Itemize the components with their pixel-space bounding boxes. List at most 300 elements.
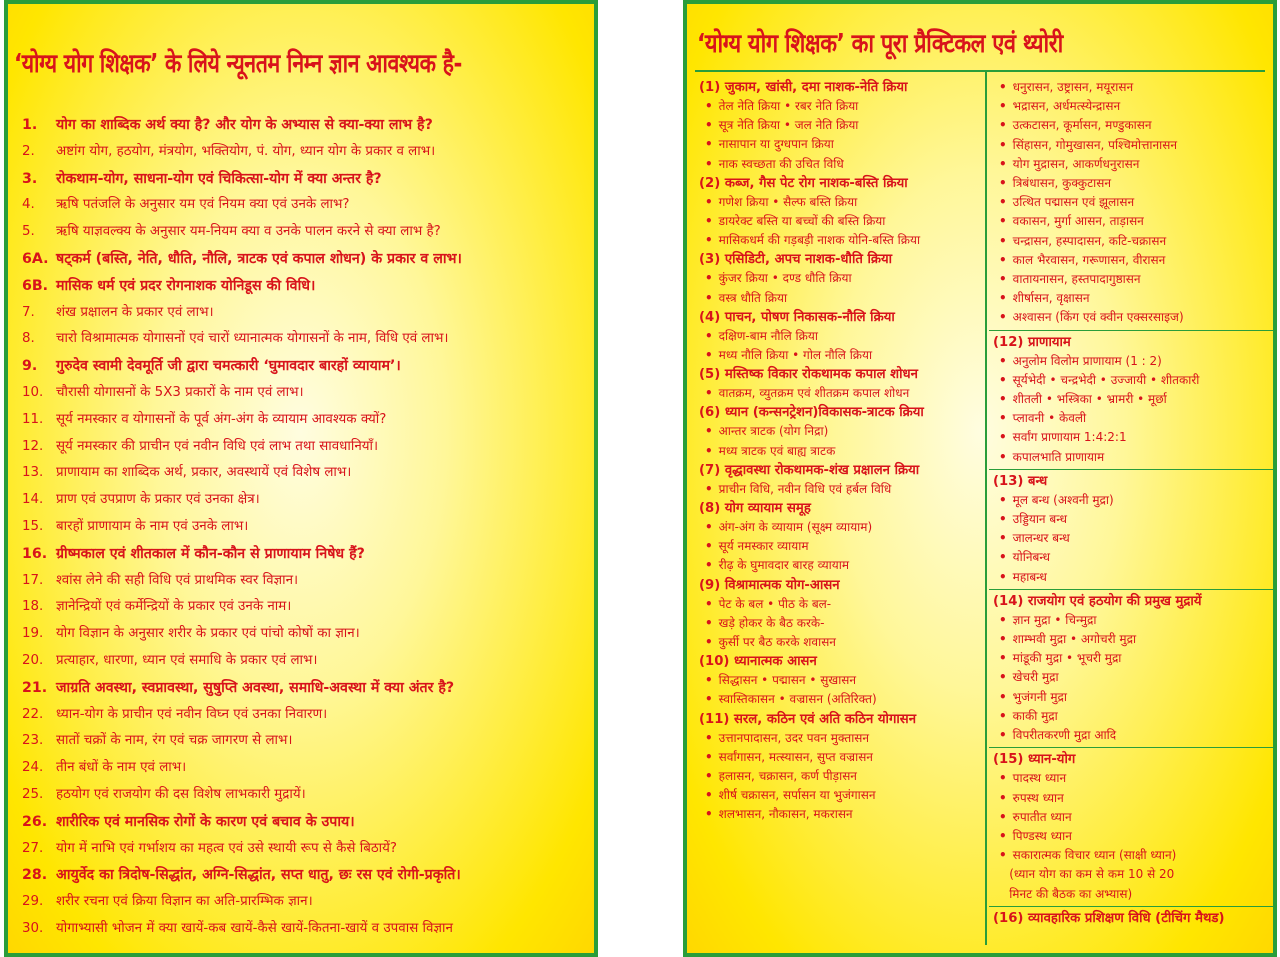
- bullet-item: [993, 611, 1273, 630]
- item-text: हठयोग एवं राजयोग की दस विशेष लाभकारी मुद्रायें।: [56, 786, 306, 802]
- bullet-icon: •: [705, 558, 713, 573]
- item-number: 21.: [22, 679, 48, 696]
- bullet-item: [699, 595, 981, 614]
- bullet-icon: •: [705, 424, 713, 439]
- bullet-text: अनुलोम विलोम प्राणायाम (1 : 2): [1012, 353, 1162, 368]
- item-text: चौरासी योगासनों के 5X3 प्रकारों के नाम एवं लाभ।: [56, 384, 304, 400]
- list-item: [22, 836, 596, 863]
- list-item: [22, 380, 596, 407]
- bullet-text: वस्त्र धौति क्रिया: [718, 290, 788, 305]
- bullet-text: खेचरी मुद्रा: [1012, 670, 1059, 685]
- bullet-text: रुपातीत ध्यान: [1012, 809, 1072, 824]
- bullet-text: मध्य त्राटक एवं बाह्य त्राटक: [718, 443, 836, 458]
- bullet-item: [993, 726, 1273, 745]
- item-text: योग में नाभि एवं गर्भाशय का महत्व एवं उसे स्थायी रूप से कैसे बिठायें?: [56, 840, 397, 856]
- item-number: 22.: [22, 706, 44, 722]
- bullet-icon: •: [705, 481, 713, 496]
- bullet-text: शीर्ष चक्रासन, सर्पासन या भुजंगासन: [718, 788, 876, 803]
- bullet-item: [699, 537, 981, 556]
- bullet-item: [699, 327, 981, 346]
- section-divider: [989, 747, 1277, 748]
- item-text: सातों चक्रों के नाम, रंग एवं चक्र जागरण से लाभ।: [56, 733, 293, 749]
- item-number: 23.: [22, 733, 44, 749]
- item-text: अष्टांग योग, हठयोग, मंत्रयोग, भक्तियोग, पं. योग, ध्यान योग के प्रकार व लाभ।: [56, 143, 436, 159]
- list-item: [22, 648, 596, 675]
- list-item: [22, 273, 596, 300]
- item-number: 11.: [22, 411, 44, 427]
- item-number: 7.: [22, 304, 35, 320]
- bullet-item: [993, 371, 1273, 390]
- bullet-icon: •: [705, 156, 713, 171]
- bullet-text: मूल बन्ध (अश्वनी मुद्रा): [1012, 492, 1114, 507]
- item-number: 10.: [22, 384, 44, 400]
- bullet-item: [993, 193, 1273, 212]
- item-number: 16.: [22, 545, 48, 562]
- bullet-icon: •: [999, 291, 1007, 306]
- bullet-item: [993, 116, 1273, 135]
- bullet-icon: •: [999, 651, 1007, 666]
- bullet-item: [699, 231, 981, 250]
- item-number: 27.: [22, 840, 44, 856]
- list-item: [22, 326, 596, 353]
- list-item: [22, 192, 596, 219]
- list-item: [22, 353, 596, 380]
- bullet-icon: •: [705, 807, 713, 822]
- bullet-icon: •: [705, 443, 713, 458]
- bullet-text: शीतली • भस्त्रिका • भ्रामरी • मूर्छा: [1012, 392, 1167, 407]
- bullet-icon: •: [999, 195, 1007, 210]
- list-item: [22, 460, 596, 487]
- list-item: [22, 594, 596, 621]
- bullet-text: कुंजर क्रिया • दण्ड धौति क्रिया: [718, 271, 852, 286]
- bullet-text: डायरेक्ट बस्ति या बच्चों की बस्ति क्रिया: [718, 214, 886, 229]
- bullet-icon: •: [705, 692, 713, 707]
- bullet-item: [993, 308, 1273, 327]
- section-heading: (13) बन्ध: [993, 473, 1048, 489]
- bullet-text: नासापान या दुग्धपान क्रिया: [718, 137, 834, 152]
- bullet-icon: •: [999, 411, 1007, 426]
- item-text: षट्कर्म (बस्ति, नेति, धौति, नौलि, त्राटक एवं कपाल शोधन) के प्रकार व लाभ।: [56, 250, 462, 267]
- item-text: ऋषि पतंजलि के अनुसार यम एवं नियम क्या एवं उनके लाभ?: [56, 197, 350, 213]
- bullet-text: उत्थित पद्मासन एवं झूलासन: [1012, 195, 1135, 210]
- item-number: 8.: [22, 331, 35, 347]
- item-text: शरीर रचना एवं क्रिया विज्ञान का अति-प्रारम्भिक ज्ञान।: [56, 894, 313, 910]
- bullet-icon: •: [999, 828, 1007, 843]
- list-item: [22, 568, 596, 595]
- bullet-item: [699, 269, 981, 288]
- bullet-icon: •: [999, 632, 1007, 647]
- bullet-item: [993, 428, 1273, 447]
- bullet-icon: •: [999, 176, 1007, 191]
- bullet-text: गणेश क्रिया • सैल्फ बस्ति क्रिया: [718, 194, 858, 209]
- bullet-icon: •: [999, 569, 1007, 584]
- bullet-item: [699, 422, 981, 441]
- item-text: सूर्य नमस्कार व योगासनों के पूर्व अंग-अंग के व्यायाम आवश्यक क्यों?: [56, 411, 387, 427]
- bullet-text: पिण्डस्थ ध्यान: [1012, 828, 1072, 843]
- bullet-icon: •: [999, 531, 1007, 546]
- item-number: 25.: [22, 786, 44, 802]
- item-number: 5.: [22, 224, 35, 240]
- bullet-text: त्रिबंधासन, कुक्कुटासन: [1012, 176, 1112, 191]
- section-divider: [989, 469, 1277, 470]
- bullet-text: मध्य नौलि क्रिया • गोल नौलि क्रिया: [718, 348, 873, 363]
- section-divider: [989, 589, 1277, 590]
- bullet-item: [993, 630, 1273, 649]
- bullet-text: कुर्सी पर बैठ करके शवासन: [718, 635, 836, 650]
- bullet-icon: •: [999, 670, 1007, 685]
- bullet-text: तेल नेति क्रिया • रबर नेति क्रिया: [718, 99, 859, 113]
- bullet-text: आन्तर त्राटक (योग निद्रा): [718, 424, 829, 439]
- bullet-text: योनिबन्ध: [1012, 550, 1051, 565]
- bullet-text: भद्रासन, अर्धमत्स्येन्द्रासन: [1012, 99, 1121, 114]
- bullet-icon: •: [999, 372, 1007, 387]
- bullet-icon: •: [705, 348, 713, 363]
- item-text: ध्यान-योग के प्राचीन एवं नवीन विघ्न एवं उनका निवारण।: [56, 706, 328, 722]
- bullet-icon: •: [999, 809, 1007, 824]
- bullet-item: [993, 707, 1273, 726]
- bullet-icon: •: [999, 512, 1007, 527]
- item-number: 12.: [22, 438, 44, 454]
- list-item: [22, 407, 596, 434]
- bullet-item: [993, 668, 1273, 687]
- section-heading: (7) वृद्धावस्था रोकथामक-शंख प्रक्षालन क्रिया: [699, 462, 920, 478]
- bullet-icon: •: [705, 673, 713, 688]
- item-number: 14.: [22, 492, 44, 508]
- bullet-icon: •: [999, 137, 1007, 152]
- bullet-item: [993, 251, 1273, 270]
- bullet-item: [993, 491, 1273, 510]
- item-text: योग का शाब्दिक अर्थ क्या है? और योग के अभ्यास से क्या-क्या लाभ है?: [56, 117, 433, 133]
- bullet-item: [699, 805, 981, 824]
- bullet-icon: •: [999, 771, 1007, 786]
- column-divider: [985, 72, 987, 945]
- list-item: [22, 889, 596, 916]
- bullet-text: शाम्भवी मुद्रा • अगोचरी मुद्रा: [1012, 632, 1137, 647]
- bullet-icon: •: [705, 749, 713, 764]
- bullet-text: हलासन, चक्रासन, कर्ण पीड़ासन: [718, 769, 857, 784]
- section-heading: (15) ध्यान-योग: [993, 752, 1076, 768]
- bullet-icon: •: [999, 353, 1007, 368]
- bullet-icon: •: [705, 539, 713, 554]
- item-number: 28.: [22, 867, 48, 884]
- bullet-icon: •: [999, 392, 1007, 407]
- bullet-item: [699, 729, 981, 748]
- bullet-text: सूत्र नेति क्रिया • जल नेति क्रिया: [718, 118, 859, 133]
- bullet-text: उड्डियान बन्ध: [1012, 512, 1067, 527]
- bullet-text: दक्षिण-बाम नौलि क्रिया: [718, 328, 818, 343]
- bullet-item: [993, 510, 1273, 529]
- bullet-text: विपरीतकरणी मुद्रा आदि: [1012, 728, 1117, 743]
- bullet-item: [699, 135, 981, 154]
- section-divider: [989, 330, 1277, 331]
- bullet-text: (ध्यान योग का कम से कम 10 से 20: [1009, 867, 1175, 882]
- list-item: [22, 166, 596, 193]
- bullet-text: पादस्थ ध्यान: [1012, 771, 1067, 786]
- section-heading: (3) एसिडिटी, अपच नाशक-धौति क्रिया: [699, 252, 893, 268]
- bullet-text: काकी मुद्रा: [1012, 708, 1058, 723]
- bullet-text: चन्द्रासन, हस्पादासन, कटि-चक्रासन: [1012, 233, 1167, 248]
- bullet-item: [993, 270, 1273, 289]
- bullet-item: [993, 529, 1273, 548]
- bullet-icon: •: [999, 99, 1007, 114]
- left-panel: [4, 0, 598, 957]
- bullet-icon: •: [705, 214, 713, 229]
- bullet-item: [993, 448, 1273, 467]
- list-item: [22, 139, 596, 166]
- item-text: चारो विश्रामात्मक योगासनों एवं चारों ध्यानात्मक योगासनों के नाम, विधि एवं लाभ।: [56, 331, 449, 347]
- bullet-text: मिनट की बैठक का अभ्यास): [1009, 886, 1133, 901]
- bullet-icon: •: [999, 449, 1007, 464]
- section-heading: (16) व्यावहारिक प्रशिक्षण विधि (टीचिंग मैथड): [993, 910, 1225, 926]
- item-text: गुरुदेव स्वामी देवमूर्ति जी द्वारा चमत्कारी ‘घुमावदार बारहों व्यायाम’।: [56, 358, 401, 375]
- bullet-icon: •: [705, 386, 713, 401]
- bullet-item: [993, 97, 1273, 116]
- bullet-text: उत्तानपादासन, उदर पवन मुक्तासन: [718, 730, 870, 745]
- bullet-text: योग मुद्रासन, आकर्णधनुरासन: [1012, 156, 1140, 171]
- section-heading: (6) ध्यान (कन्सनट्रेशन)विकासक-त्राटक क्रिया: [699, 405, 924, 421]
- bullet-text: वातक्रम, व्युतक्रम एवं शीतक्रम कपाल शोधन: [718, 386, 910, 401]
- bullet-icon: •: [705, 788, 713, 803]
- item-text: जाग्रति अवस्था, स्वप्नावस्था, सुषुप्ति अवस्था, समाधि-अवस्था में क्या अंतर है?: [56, 679, 455, 696]
- note-line: [993, 885, 1273, 904]
- item-text: प्राण एवं उपप्राण के प्रकार एवं उनका क्षेत्र।: [56, 492, 260, 508]
- bullet-item: [993, 789, 1273, 808]
- bullet-icon: •: [705, 596, 713, 611]
- section-heading: (2) कब्ज, गैस पेट रोग नाशक-बस्ति क्रिया: [699, 175, 908, 191]
- bullet-item: [699, 442, 981, 461]
- right-title: ‘योग्य योग शिक्षक’ का पूरा प्रैक्टिकल एवं थ्योरी: [697, 29, 1063, 59]
- bullet-item: [699, 289, 981, 308]
- bullet-item: [699, 518, 981, 537]
- bullet-icon: •: [999, 430, 1007, 445]
- bullet-icon: [999, 867, 1003, 881]
- bullet-icon: •: [999, 708, 1007, 723]
- bullet-text: प्राचीन विधि, नवीन विधि एवं हर्बल विधि: [718, 481, 892, 496]
- bullet-text: खड़े होकर के बैठ करके-: [718, 615, 825, 630]
- bullet-item: [993, 548, 1273, 567]
- bullet-text: सकारात्मक विचार ध्यान (साक्षी ध्यान): [1012, 848, 1177, 863]
- list-item: [22, 300, 596, 327]
- bullet-icon: •: [705, 290, 713, 305]
- bullet-text: सर्वांगासन, मत्स्यासन, सुप्त वज्रासन: [718, 749, 873, 764]
- list-item: [22, 809, 596, 836]
- bullet-item: [699, 786, 981, 805]
- item-text: आयुर्वेद का त्रिदोष-सिद्धांत, अग्नि-सिद्धांत, सप्त धातु, छः रस एवं रोगी-प्रकृति।: [56, 867, 461, 884]
- bullet-item: [699, 767, 981, 786]
- bullet-text: भुजंगनी मुद्रा: [1012, 689, 1068, 704]
- bullet-item: [699, 556, 981, 575]
- bullet-icon: •: [999, 80, 1007, 94]
- bullet-icon: •: [999, 118, 1007, 133]
- bullet-item: [993, 212, 1273, 231]
- item-text: ज्ञानेन्द्रियों एवं कर्मेन्द्रियों के प्रकार एवं उनके नाम।: [56, 599, 292, 615]
- bullet-item: [993, 769, 1273, 788]
- bullet-item: [993, 155, 1273, 174]
- bullet-icon: •: [999, 612, 1007, 627]
- bullet-item: [993, 78, 1273, 97]
- bullet-item: [699, 193, 981, 212]
- bullet-icon: •: [705, 271, 713, 286]
- bullet-icon: •: [999, 310, 1007, 325]
- bullet-text: अंग-अंग के व्यायाम (सूक्ष्म व्यायाम): [718, 520, 873, 535]
- item-number: 29.: [22, 894, 44, 910]
- list-item: [22, 916, 596, 943]
- bullet-item: [993, 136, 1273, 155]
- item-number: 4.: [22, 197, 35, 213]
- item-text: शारीरिक एवं मानसिक रोगों के कारण एवं बचाव के उपाय।: [56, 813, 355, 830]
- section-heading: (14) राजयोग एवं हठयोग की प्रमुख मुद्रायें: [993, 593, 1202, 609]
- section-heading: (1) जुकाम, खांसी, दमा नाशक-नेति क्रिया: [699, 80, 908, 95]
- bullet-item: [699, 155, 981, 174]
- item-text: तीन बंधों के नाम एवं लाभ।: [56, 760, 187, 776]
- bullet-icon: •: [999, 492, 1007, 507]
- list-item: [22, 728, 596, 755]
- bullet-icon: •: [705, 99, 713, 113]
- bullet-icon: •: [705, 730, 713, 745]
- list-item: [22, 862, 596, 889]
- list-item: [22, 434, 596, 461]
- item-number: 9.: [22, 358, 38, 375]
- bullet-icon: •: [999, 848, 1007, 863]
- list-item: [22, 514, 596, 541]
- bullet-item: [993, 352, 1273, 371]
- item-number: 19.: [22, 626, 44, 642]
- item-number: 26.: [22, 813, 48, 830]
- list-item: [22, 702, 596, 729]
- item-number: 17.: [22, 572, 44, 588]
- section-heading: (8) योग व्यायाम समूह: [699, 501, 811, 517]
- item-number: 1.: [22, 117, 38, 133]
- item-text: सूर्य नमस्कार की प्राचीन एवं नवीन विधि एवं लाभ तथा सावधानियाँ।: [56, 438, 379, 454]
- list-item: [22, 112, 596, 139]
- item-number: 13.: [22, 465, 44, 481]
- bullet-item: [993, 808, 1273, 827]
- bullet-icon: •: [999, 550, 1007, 565]
- section-heading: (12) प्राणायाम: [993, 334, 1071, 350]
- bullet-item: [699, 671, 981, 690]
- bullet-icon: •: [705, 615, 713, 630]
- bullet-text: काल भैरवासन, गरूणासन, वीरासन: [1012, 252, 1166, 267]
- bullet-icon: •: [705, 194, 713, 209]
- bullet-item: [699, 212, 981, 231]
- item-text: ऋषि याज्ञवल्क्य के अनुसार यम-नियम क्या व उनके पालन करने से क्या लाभ है?: [56, 224, 441, 240]
- right-panel: [683, 0, 1277, 957]
- bullet-item: [699, 480, 981, 499]
- bullet-text: रुपस्थ ध्यान: [1012, 790, 1064, 805]
- bullet-text: जालन्धर बन्ध: [1012, 531, 1070, 546]
- item-text: मासिक धर्म एवं प्रदर रोगनाशक योनिडूस की विधि।: [56, 277, 316, 294]
- item-number: 3.: [22, 170, 38, 187]
- question-list: [22, 112, 596, 943]
- bullet-item: [993, 827, 1273, 846]
- bullet-item: [699, 384, 981, 403]
- bullet-text: मांडूकी मुद्रा • भूचरी मुद्रा: [1012, 651, 1122, 666]
- section-heading: (4) पाचन, पोषण निकासक-नौलि क्रिया: [699, 309, 895, 325]
- item-text: श्वांस लेने की सही विधि एवं प्राथमिक स्वर विज्ञान।: [56, 572, 299, 588]
- bullet-item: [993, 232, 1273, 251]
- item-number: 15.: [22, 518, 44, 534]
- curriculum-column-1: [699, 78, 981, 825]
- item-number: 2.: [22, 143, 35, 159]
- item-number: 6A.: [22, 250, 49, 267]
- list-item: [22, 755, 596, 782]
- bullet-item: [993, 409, 1273, 428]
- bullet-item: [699, 116, 981, 135]
- list-item: [22, 621, 596, 648]
- bullet-text: उत्कटासन, कूर्मासन, मण्डुकासन: [1012, 118, 1152, 133]
- item-text: योग विज्ञान के अनुसार शरीर के प्रकार एवं पांचो कोषों का ज्ञान।: [56, 626, 360, 642]
- bullet-icon: •: [705, 635, 713, 650]
- bullet-text: स्वास्तिकासन • वज्रासन (अतिरिक्त): [718, 692, 877, 707]
- bullet-text: अश्वासन (किंग एवं क्वीन एक्सरसाइज): [1012, 310, 1184, 325]
- bullet-text: सूर्यभेदी • चन्द्रभेदी • उज्जायी • शीतकारी: [1012, 372, 1200, 387]
- item-text: बारहों प्राणायाम के नाम एवं उनके लाभ।: [56, 518, 249, 534]
- item-number: 18.: [22, 599, 44, 615]
- list-item: [22, 782, 596, 809]
- bullet-text: नाक स्वच्छता की उचित विधि: [718, 156, 844, 171]
- bullet-icon: •: [999, 689, 1007, 704]
- bullet-text: शलभासन, नौकासन, मकरासन: [718, 807, 853, 822]
- left-title: ‘योग्य योग शिक्षक’ के लिये न्यूनतम निम्न ज्ञान आवश्यक है-: [14, 49, 462, 79]
- list-item: [22, 487, 596, 514]
- section-heading: (5) मस्तिष्क विकार रोकथामक कपाल शोधन: [699, 367, 918, 383]
- bullet-icon: •: [999, 233, 1007, 248]
- bullet-icon: •: [999, 728, 1007, 743]
- bullet-text: वकासन, मुर्गा आसन, ताड़ासन: [1012, 214, 1144, 229]
- bullet-text: सर्वांग प्राणायाम 1:4:2:1: [1012, 430, 1127, 445]
- bullet-text: सूर्य नमस्कार व्यायाम: [718, 539, 809, 554]
- section-heading: (10) ध्यानात्मक आसन: [699, 654, 817, 670]
- item-text: प्राणायाम का शाब्दिक अर्थ, प्रकार, अवस्थायें एवं विशेष लाभ।: [56, 465, 352, 481]
- item-number: 30.: [22, 920, 44, 936]
- bullet-text: महाबन्ध: [1012, 569, 1047, 584]
- bullet-item: [699, 97, 981, 116]
- section-heading: (11) सरल, कठिन एवं अति कठिन योगासन: [699, 711, 917, 727]
- bullet-text: मासिकधर्म की गड़बड़ी नाशक योनि-बस्ति क्रिया: [718, 233, 921, 248]
- bullet-icon: •: [705, 769, 713, 784]
- list-item: [22, 246, 596, 273]
- bullet-text: सिद्धासन • पद्मासन • सुखासन: [718, 673, 857, 688]
- bullet-text: धनुरासन, उष्ट्रासन, मयूरासन: [1012, 80, 1134, 94]
- bullet-icon: [999, 887, 1003, 901]
- bullet-icon: •: [999, 272, 1007, 287]
- bullet-icon: •: [999, 156, 1007, 171]
- item-text: प्रत्याहार, धारणा, ध्यान एवं समाधि के प्रकार एवं लाभ।: [56, 652, 318, 668]
- bullet-icon: •: [705, 137, 713, 152]
- bullet-text: प्लावनी • केवली: [1012, 411, 1087, 426]
- bullet-item: [993, 649, 1273, 668]
- bullet-text: ज्ञान मुद्रा • चिन्मुद्रा: [1012, 612, 1097, 627]
- bullet-item: [993, 846, 1273, 865]
- bullet-item: [699, 748, 981, 767]
- bullet-icon: •: [705, 328, 713, 343]
- item-text: ग्रीष्मकाल एवं शीतकाल में कौन-कौन से प्राणायाम निषेध हैं?: [56, 545, 365, 562]
- bullet-item: [993, 568, 1273, 587]
- bullet-icon: •: [999, 214, 1007, 229]
- item-number: 6B.: [22, 277, 49, 294]
- item-text: रोकथाम-योग, साधना-योग एवं चिकित्सा-योग में क्या अन्तर है?: [56, 170, 382, 187]
- bullet-icon: •: [705, 233, 713, 248]
- bullet-text: कपालभाति प्राणायाम: [1012, 449, 1105, 464]
- bullet-item: [699, 346, 981, 365]
- bullet-item: [699, 633, 981, 652]
- bullet-text: पेट के बल • पीठ के बल-: [718, 596, 832, 611]
- curriculum-column-2: [993, 78, 1273, 928]
- list-item: [22, 675, 596, 702]
- section-divider: [989, 906, 1277, 907]
- bullet-item: [699, 614, 981, 633]
- item-text: शंख प्रक्षालन के प्रकार एवं लाभ।: [56, 304, 214, 320]
